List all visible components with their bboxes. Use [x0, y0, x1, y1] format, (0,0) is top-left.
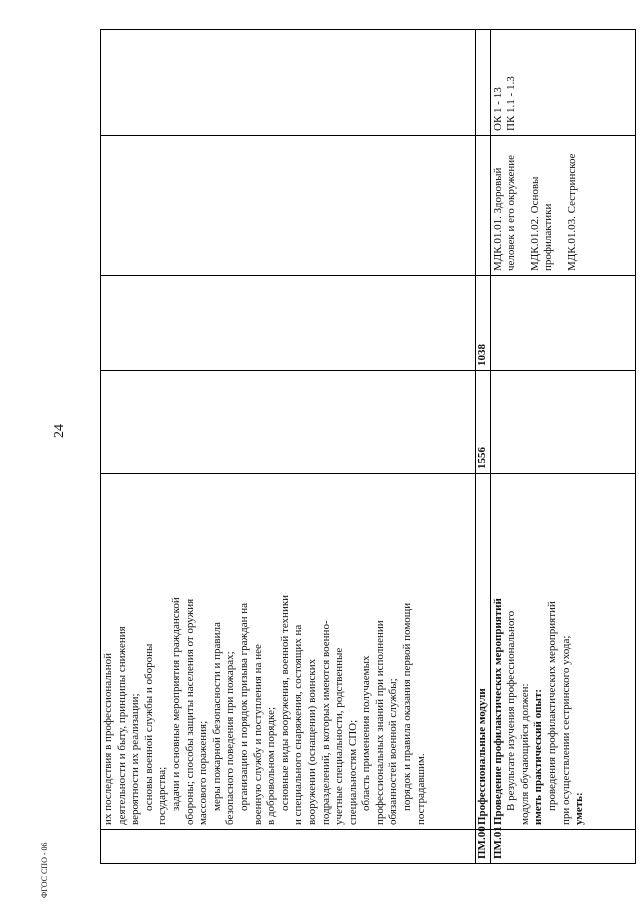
table-row-module	[490, 30, 635, 864]
module-code: ПМ.01	[490, 830, 635, 864]
page-number: 24	[52, 424, 67, 438]
description-line: учетные специальности, родственные	[333, 647, 346, 825]
practical-label: иметь практический опыт:	[532, 688, 545, 825]
cell-max-hours	[101, 371, 476, 474]
section-competencies	[476, 30, 491, 136]
competency-item: ОК 1 - 13	[491, 87, 504, 131]
description-line: и специального снаряжения, состоящих на	[292, 624, 305, 825]
module-intro-line: модуля обучающийся должен:	[518, 683, 531, 825]
description-line: деятельности и быту, принципы снижения	[115, 626, 128, 825]
table-row-continuation	[101, 30, 476, 864]
discipline-item: МДК.01.02. Основы профилактики	[528, 176, 555, 271]
practical-line: при осуществлении сестринского ухода;	[559, 635, 572, 825]
description-line: подразделений, в которых имеются военно-	[319, 620, 332, 825]
cell-description	[101, 474, 476, 830]
table-row-section	[476, 30, 491, 864]
discipline-item: МДК.01.03. Сестринское	[565, 153, 578, 271]
section-max-hours: 1556	[476, 371, 491, 474]
description-line: государства;	[156, 766, 169, 825]
description-line: безопасного поведения при пожарах;	[224, 651, 237, 825]
description-line: меры пожарной безопасности и правила	[210, 622, 223, 811]
discipline-item: МДК.01.01. Здоровый человек и его окружение	[491, 154, 518, 271]
section-code: ПМ.00	[476, 830, 491, 864]
cell-disciplines	[101, 136, 476, 276]
section-title: Профессиональные модули	[476, 474, 491, 830]
description-line: специальностям СПО;	[346, 719, 359, 825]
module-description	[490, 474, 635, 830]
description-line: основные виды вооружения, военной техники	[278, 594, 291, 811]
description-line: военную службу и поступления на нее	[251, 644, 264, 825]
description-line: область применения получаемых	[360, 655, 373, 811]
module-mandatory-hours	[490, 276, 635, 371]
module-title: Проведение профилактических мероприятий	[491, 598, 504, 825]
description-line: обязанностей военной службы;	[387, 678, 400, 825]
module-competencies	[490, 30, 635, 136]
description-line: основы военной службы и обороны	[142, 643, 155, 811]
description-line: порядок и правила оказания первой помощи	[401, 602, 414, 811]
description-line: организацию и порядок призыва граждан на	[237, 603, 250, 811]
cell-competencies	[101, 30, 476, 136]
cell-code	[101, 830, 476, 864]
skills-label: уметь:	[573, 792, 586, 825]
section-disciplines	[476, 136, 491, 276]
description-line: пострадавшим.	[414, 753, 427, 825]
module-intro-line: В результате изучения профессионального	[505, 610, 518, 811]
competency-item: ПК 1.1 - 1.3	[505, 76, 518, 131]
section-mandatory-hours: 1038	[476, 276, 491, 371]
description-line: вероятности их реализации;	[129, 693, 142, 825]
description-line: в добровольном порядке;	[265, 706, 278, 825]
description-line: массового поражения;	[197, 720, 210, 825]
module-max-hours	[490, 371, 635, 474]
curriculum-table	[100, 30, 626, 864]
description-line: вооружении (оснащении) воинских	[305, 658, 318, 825]
description-line: профессиональных знаний при исполнении	[373, 620, 386, 825]
footer-code: ФГОС СПО - 06	[40, 842, 49, 898]
practical-line: проведения профилактических мероприятий	[545, 601, 558, 811]
cell-mandatory-hours	[101, 276, 476, 371]
description-line: задачи и основные мероприятия гражданской	[169, 597, 182, 811]
description-line: обороны; способы защиты населения от оружия	[183, 598, 196, 825]
module-disciplines	[490, 136, 635, 276]
description-line: их последствия в профессиональной	[102, 653, 114, 825]
